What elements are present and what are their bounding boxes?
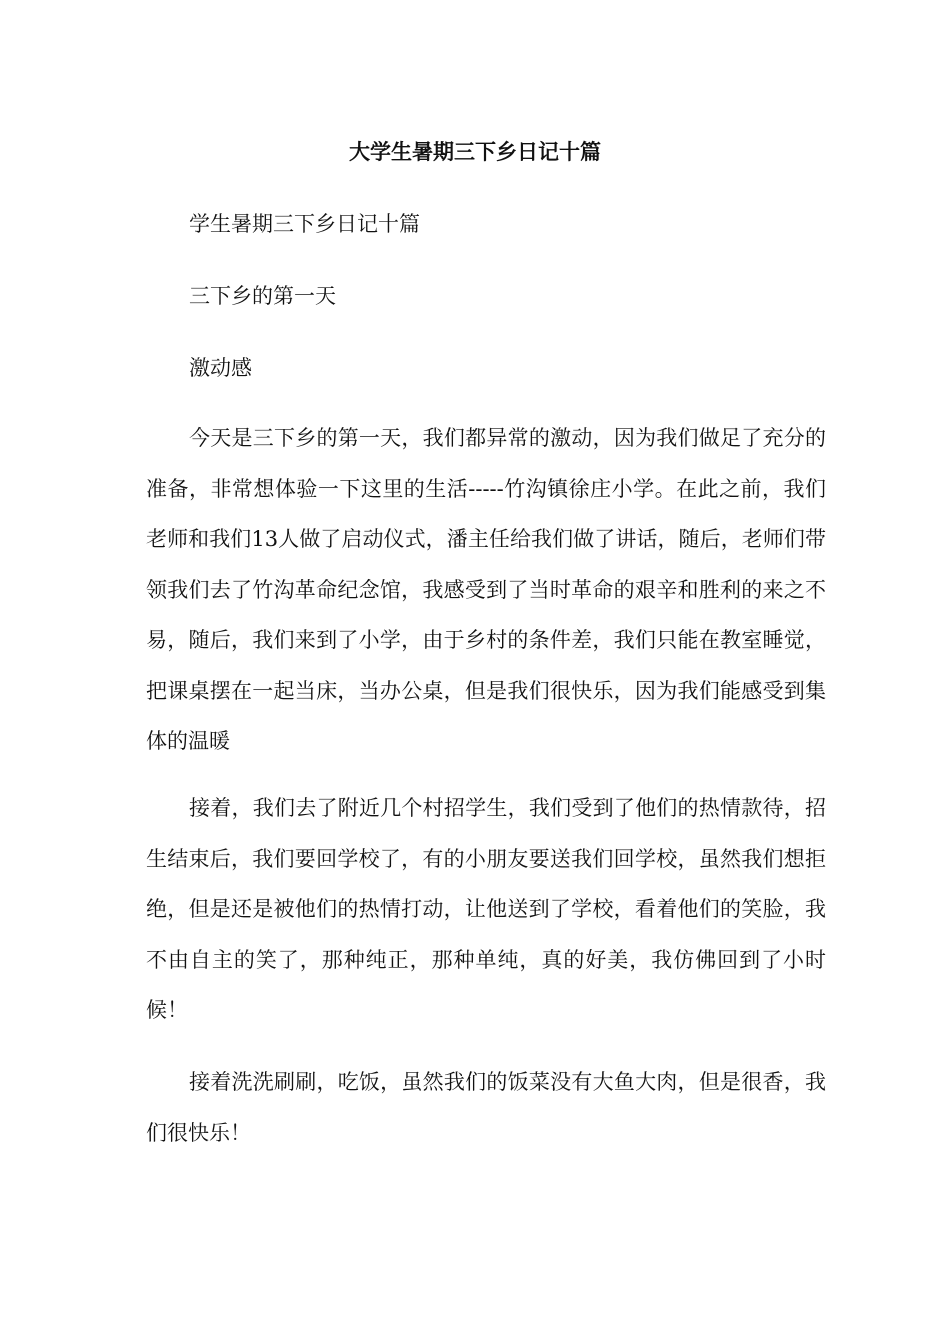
paragraph-3: 接着洗洗刷刷，吃饭，虽然我们的饭菜没有大鱼大肉，但是很香，我们很快乐！ (146, 1070, 826, 1145)
day-heading: 三下乡的第一天 (189, 284, 336, 308)
document-subtitle: 学生暑期三下乡日记十篇 (189, 212, 420, 236)
paragraph-1: 今天是三下乡的第一天，我们都异常的激动，因为我们做足了充分的准备，非常想体验一下这里的生活-----竹沟镇徐庄小学。在此之前，我们老师和我们13人做了启动仪式，潘主任给我们做了讲话，随后，老师们带领我们去了竹沟革命纪念馆，我感受到了当时革命的艰辛和胜利的来之不易，随后，我们来到了小学，由于乡村的条件差，我们只能在教室睡觉，把课桌摆在一起当床，当办公桌，但是我们很快乐，因为我们能感受到集体的温暖 (146, 426, 826, 753)
paragraph-2: 接着，我们去了附近几个村招学生，我们受到了他们的热情款待，招生结束后，我们要回学校了，有的小朋友要送我们回学校，虽然我们想拒绝，但是还是被他们的热情打动，让他送到了学校，看着他们的笑脸，我不由自主的笑了，那种纯正，那种单纯，真的好美，我仿佛回到了小时候！ (146, 796, 826, 1022)
section-heading: 激动感 (189, 356, 252, 380)
document-title: 大学生暑期三下乡日记十篇 (349, 139, 601, 164)
